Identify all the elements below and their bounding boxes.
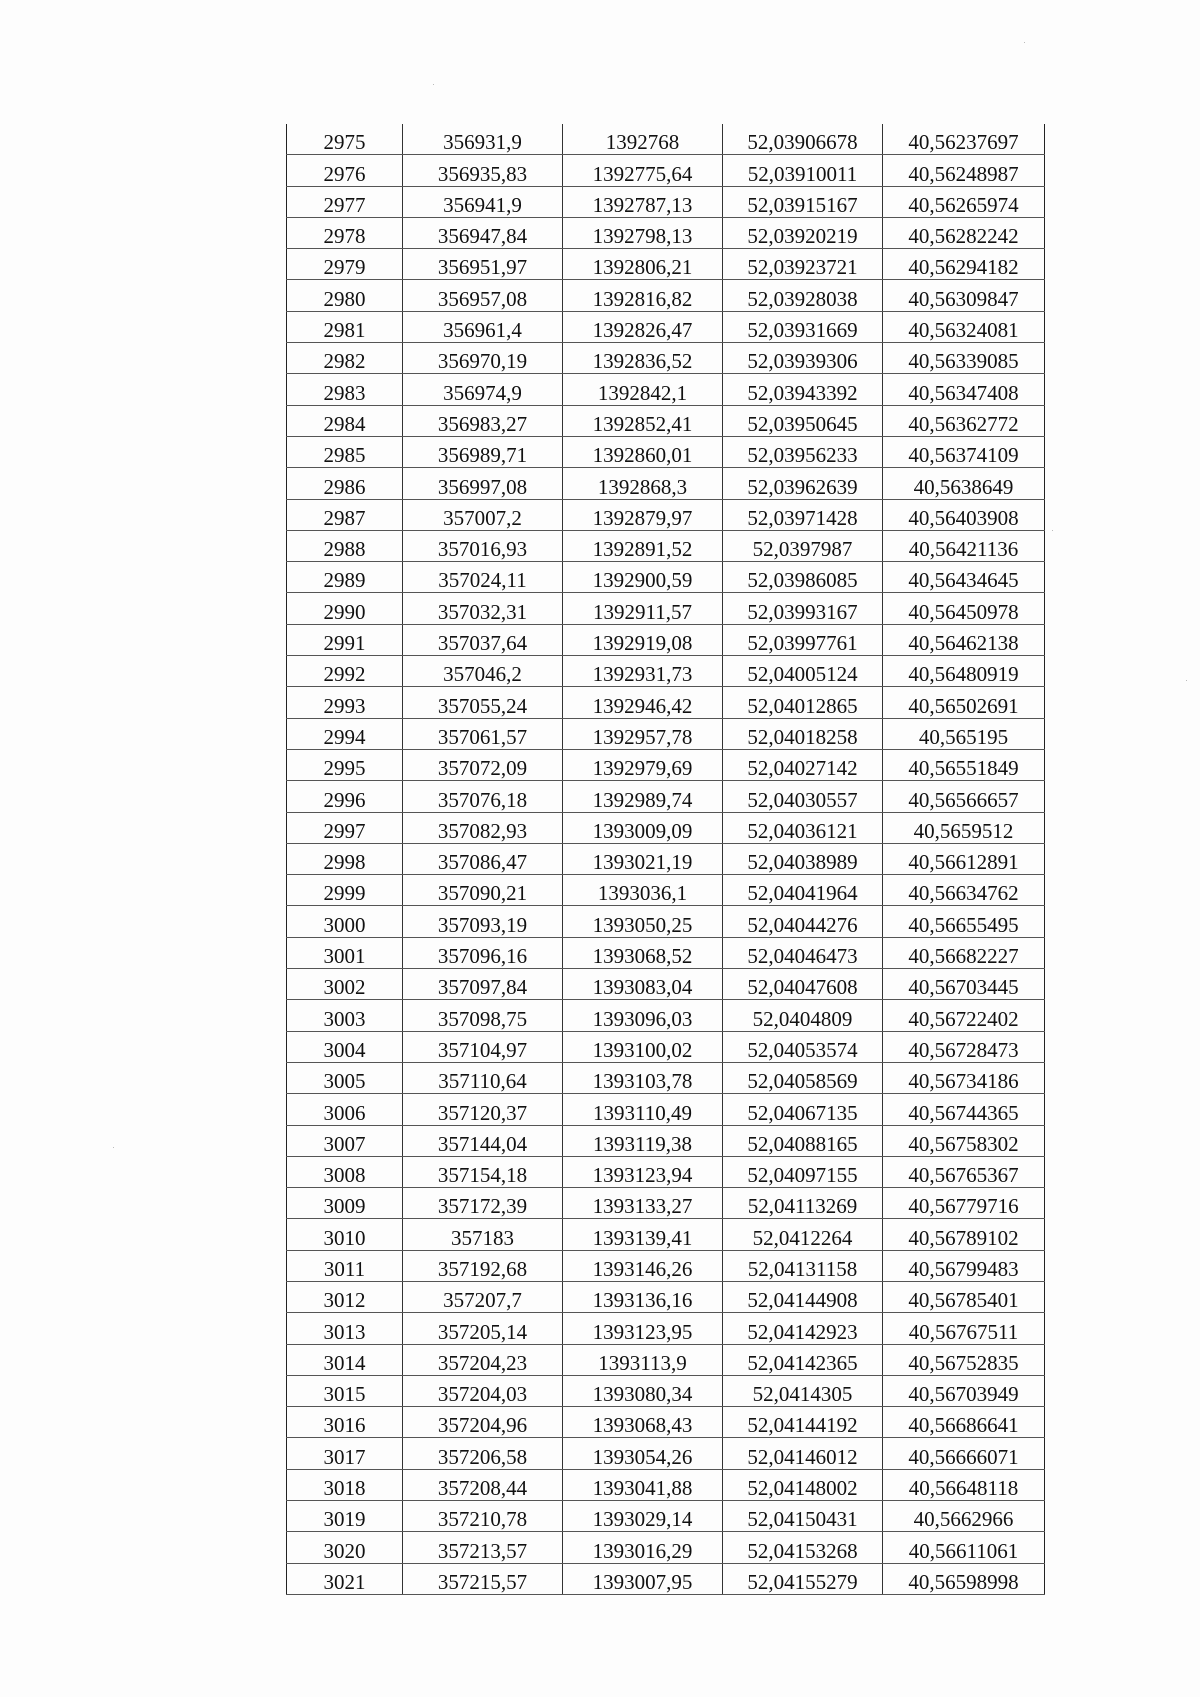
latitude-cell: 52,04041964 — [723, 875, 883, 906]
table-row — [287, 124, 1045, 155]
longitude-cell: 40,56294182 — [883, 249, 1045, 280]
x-coordinate-cell: 357172,39 — [403, 1188, 563, 1219]
table-row — [287, 906, 1045, 937]
point-number-cell: 2994 — [287, 718, 403, 749]
table-row — [287, 937, 1045, 968]
y-coordinate-cell: 1392787,13 — [563, 186, 723, 217]
y-coordinate-cell: 1392900,59 — [563, 562, 723, 593]
point-number-cell: 3001 — [287, 937, 403, 968]
latitude-cell: 52,03950645 — [723, 405, 883, 436]
longitude-cell: 40,56339085 — [883, 343, 1045, 374]
longitude-cell: 40,56785401 — [883, 1281, 1045, 1312]
longitude-cell: 40,56612891 — [883, 843, 1045, 874]
latitude-cell: 52,03910011 — [723, 155, 883, 186]
latitude-cell: 52,03923721 — [723, 249, 883, 280]
x-coordinate-cell: 356970,19 — [403, 343, 563, 374]
latitude-cell: 52,04131158 — [723, 1250, 883, 1281]
scan-speck — [433, 84, 434, 85]
y-coordinate-cell: 1393068,52 — [563, 937, 723, 968]
longitude-cell: 40,5638649 — [883, 468, 1045, 499]
x-coordinate-cell: 357082,93 — [403, 812, 563, 843]
latitude-cell: 52,04053574 — [723, 1031, 883, 1062]
y-coordinate-cell: 1392775,64 — [563, 155, 723, 186]
latitude-cell: 52,03920219 — [723, 217, 883, 248]
longitude-cell: 40,56282242 — [883, 217, 1045, 248]
longitude-cell: 40,56324081 — [883, 311, 1045, 342]
point-number-cell: 2987 — [287, 499, 403, 530]
latitude-cell: 52,0404809 — [723, 1000, 883, 1031]
point-number-cell: 2999 — [287, 875, 403, 906]
x-coordinate-cell: 357072,09 — [403, 749, 563, 780]
x-coordinate-cell: 357207,7 — [403, 1281, 563, 1312]
y-coordinate-cell: 1392957,78 — [563, 718, 723, 749]
x-coordinate-cell: 357192,68 — [403, 1250, 563, 1281]
table-row — [287, 1313, 1045, 1344]
x-coordinate-cell: 357204,23 — [403, 1344, 563, 1375]
longitude-cell: 40,56799483 — [883, 1250, 1045, 1281]
point-number-cell: 3019 — [287, 1501, 403, 1532]
y-coordinate-cell: 1392989,74 — [563, 781, 723, 812]
point-number-cell: 3014 — [287, 1344, 403, 1375]
latitude-cell: 52,04144192 — [723, 1407, 883, 1438]
table-row — [287, 1062, 1045, 1093]
point-number-cell: 2978 — [287, 217, 403, 248]
y-coordinate-cell: 1393123,95 — [563, 1313, 723, 1344]
point-number-cell: 2991 — [287, 624, 403, 655]
longitude-cell: 40,56703949 — [883, 1375, 1045, 1406]
x-coordinate-cell: 357215,57 — [403, 1563, 563, 1594]
y-coordinate-cell: 1393007,95 — [563, 1563, 723, 1594]
y-coordinate-cell: 1393103,78 — [563, 1062, 723, 1093]
table-row — [287, 249, 1045, 280]
y-coordinate-cell: 1392891,52 — [563, 530, 723, 561]
x-coordinate-cell: 356931,9 — [403, 124, 563, 155]
y-coordinate-cell: 1392879,97 — [563, 499, 723, 530]
point-number-cell: 3004 — [287, 1031, 403, 1062]
y-coordinate-cell: 1392816,82 — [563, 280, 723, 311]
longitude-cell: 40,56403908 — [883, 499, 1045, 530]
table-row — [287, 186, 1045, 217]
x-coordinate-cell: 357205,14 — [403, 1313, 563, 1344]
longitude-cell: 40,565195 — [883, 718, 1045, 749]
point-number-cell: 3005 — [287, 1062, 403, 1093]
table-row — [287, 1156, 1045, 1187]
longitude-cell: 40,56566657 — [883, 781, 1045, 812]
x-coordinate-cell: 357098,75 — [403, 1000, 563, 1031]
x-coordinate-cell: 357024,11 — [403, 562, 563, 593]
longitude-cell: 40,56421136 — [883, 530, 1045, 561]
y-coordinate-cell: 1392806,21 — [563, 249, 723, 280]
point-number-cell: 2996 — [287, 781, 403, 812]
table-row — [287, 1532, 1045, 1563]
table-row — [287, 1188, 1045, 1219]
table-row — [287, 499, 1045, 530]
longitude-cell: 40,56728473 — [883, 1031, 1045, 1062]
y-coordinate-cell: 1392868,3 — [563, 468, 723, 499]
latitude-cell: 52,04088165 — [723, 1125, 883, 1156]
point-number-cell: 3000 — [287, 906, 403, 937]
y-coordinate-cell: 1392979,69 — [563, 749, 723, 780]
y-coordinate-cell: 1393050,25 — [563, 906, 723, 937]
latitude-cell: 52,04150431 — [723, 1501, 883, 1532]
longitude-cell: 40,56347408 — [883, 374, 1045, 405]
x-coordinate-cell: 357120,37 — [403, 1094, 563, 1125]
longitude-cell: 40,56765367 — [883, 1156, 1045, 1187]
scan-speck — [113, 1147, 114, 1148]
y-coordinate-cell: 1393041,88 — [563, 1469, 723, 1500]
point-number-cell: 3006 — [287, 1094, 403, 1125]
longitude-cell: 40,56237697 — [883, 124, 1045, 155]
y-coordinate-cell: 1393054,26 — [563, 1438, 723, 1469]
y-coordinate-cell: 1392931,73 — [563, 656, 723, 687]
longitude-cell: 40,56686641 — [883, 1407, 1045, 1438]
table-row — [287, 718, 1045, 749]
y-coordinate-cell: 1393133,27 — [563, 1188, 723, 1219]
longitude-cell: 40,56502691 — [883, 687, 1045, 718]
latitude-cell: 52,03931669 — [723, 311, 883, 342]
longitude-cell: 40,56734186 — [883, 1062, 1045, 1093]
point-number-cell: 2982 — [287, 343, 403, 374]
y-coordinate-cell: 1392911,57 — [563, 593, 723, 624]
x-coordinate-cell: 357037,64 — [403, 624, 563, 655]
scan-speck — [1052, 530, 1053, 531]
point-number-cell: 2975 — [287, 124, 403, 155]
latitude-cell: 52,04153268 — [723, 1532, 883, 1563]
longitude-cell: 40,56655495 — [883, 906, 1045, 937]
x-coordinate-cell: 357206,58 — [403, 1438, 563, 1469]
point-number-cell: 2986 — [287, 468, 403, 499]
scan-speck — [1186, 680, 1187, 681]
latitude-cell: 52,04012865 — [723, 687, 883, 718]
table-row — [287, 1219, 1045, 1250]
y-coordinate-cell: 1393123,94 — [563, 1156, 723, 1187]
table-row — [287, 1375, 1045, 1406]
table-row — [287, 155, 1045, 186]
longitude-cell: 40,56462138 — [883, 624, 1045, 655]
latitude-cell: 52,03915167 — [723, 186, 883, 217]
latitude-cell: 52,03943392 — [723, 374, 883, 405]
longitude-cell: 40,56789102 — [883, 1219, 1045, 1250]
point-number-cell: 2981 — [287, 311, 403, 342]
table-row — [287, 875, 1045, 906]
point-number-cell: 3016 — [287, 1407, 403, 1438]
y-coordinate-cell: 1393136,16 — [563, 1281, 723, 1312]
y-coordinate-cell: 1393146,26 — [563, 1250, 723, 1281]
longitude-cell: 40,56434645 — [883, 562, 1045, 593]
point-number-cell: 2998 — [287, 843, 403, 874]
table-row — [287, 1563, 1045, 1594]
y-coordinate-cell: 1392768 — [563, 124, 723, 155]
point-number-cell: 2988 — [287, 530, 403, 561]
table-row — [287, 1094, 1045, 1125]
y-coordinate-cell: 1392798,13 — [563, 217, 723, 248]
y-coordinate-cell: 1392946,42 — [563, 687, 723, 718]
latitude-cell: 52,04036121 — [723, 812, 883, 843]
y-coordinate-cell: 1393068,43 — [563, 1407, 723, 1438]
point-number-cell: 3018 — [287, 1469, 403, 1500]
table-row — [287, 1501, 1045, 1532]
latitude-cell: 52,03939306 — [723, 343, 883, 374]
latitude-cell: 52,04058569 — [723, 1062, 883, 1093]
longitude-cell: 40,5662966 — [883, 1501, 1045, 1532]
table-row — [287, 624, 1045, 655]
point-number-cell: 3008 — [287, 1156, 403, 1187]
x-coordinate-cell: 356935,83 — [403, 155, 563, 186]
latitude-cell: 52,0412264 — [723, 1219, 883, 1250]
x-coordinate-cell: 356983,27 — [403, 405, 563, 436]
table-row — [287, 468, 1045, 499]
table-row — [287, 969, 1045, 1000]
latitude-cell: 52,04142365 — [723, 1344, 883, 1375]
y-coordinate-cell: 1393080,34 — [563, 1375, 723, 1406]
table-row — [287, 656, 1045, 687]
latitude-cell: 52,04144908 — [723, 1281, 883, 1312]
table-row — [287, 343, 1045, 374]
point-number-cell: 3017 — [287, 1438, 403, 1469]
latitude-cell: 52,04018258 — [723, 718, 883, 749]
latitude-cell: 52,04113269 — [723, 1188, 883, 1219]
latitude-cell: 52,03962639 — [723, 468, 883, 499]
y-coordinate-cell: 1393016,29 — [563, 1532, 723, 1563]
latitude-cell: 52,03971428 — [723, 499, 883, 530]
longitude-cell: 40,56682227 — [883, 937, 1045, 968]
point-number-cell: 2990 — [287, 593, 403, 624]
latitude-cell: 52,04155279 — [723, 1563, 883, 1594]
table-row — [287, 374, 1045, 405]
longitude-cell: 40,56634762 — [883, 875, 1045, 906]
x-coordinate-cell: 357110,64 — [403, 1062, 563, 1093]
x-coordinate-cell: 356947,84 — [403, 217, 563, 248]
latitude-cell: 52,04067135 — [723, 1094, 883, 1125]
x-coordinate-cell: 357016,93 — [403, 530, 563, 561]
coordinates-table — [286, 124, 1045, 1595]
x-coordinate-cell: 357104,97 — [403, 1031, 563, 1062]
x-coordinate-cell: 357046,2 — [403, 656, 563, 687]
y-coordinate-cell: 1392826,47 — [563, 311, 723, 342]
y-coordinate-cell: 1392842,1 — [563, 374, 723, 405]
point-number-cell: 2993 — [287, 687, 403, 718]
point-number-cell: 3011 — [287, 1250, 403, 1281]
longitude-cell: 40,56648118 — [883, 1469, 1045, 1500]
latitude-cell: 52,04030557 — [723, 781, 883, 812]
latitude-cell: 52,03906678 — [723, 124, 883, 155]
table-row — [287, 311, 1045, 342]
x-coordinate-cell: 357213,57 — [403, 1532, 563, 1563]
y-coordinate-cell: 1393096,03 — [563, 1000, 723, 1031]
x-coordinate-cell: 357096,16 — [403, 937, 563, 968]
x-coordinate-cell: 356961,4 — [403, 311, 563, 342]
x-coordinate-cell: 357210,78 — [403, 1501, 563, 1532]
table-row — [287, 217, 1045, 248]
point-number-cell: 2983 — [287, 374, 403, 405]
x-coordinate-cell: 357086,47 — [403, 843, 563, 874]
y-coordinate-cell: 1392836,52 — [563, 343, 723, 374]
x-coordinate-cell: 357007,2 — [403, 499, 563, 530]
latitude-cell: 52,04046473 — [723, 937, 883, 968]
latitude-cell: 52,0414305 — [723, 1375, 883, 1406]
y-coordinate-cell: 1393036,1 — [563, 875, 723, 906]
x-coordinate-cell: 356941,9 — [403, 186, 563, 217]
table-row — [287, 1469, 1045, 1500]
point-number-cell: 2979 — [287, 249, 403, 280]
longitude-cell: 40,5659512 — [883, 812, 1045, 843]
x-coordinate-cell: 357097,84 — [403, 969, 563, 1000]
scan-speck — [1024, 42, 1025, 43]
table-row — [287, 843, 1045, 874]
x-coordinate-cell: 357055,24 — [403, 687, 563, 718]
table-row — [287, 1000, 1045, 1031]
table-row — [287, 530, 1045, 561]
x-coordinate-cell: 357090,21 — [403, 875, 563, 906]
longitude-cell: 40,56450978 — [883, 593, 1045, 624]
table-row — [287, 1344, 1045, 1375]
x-coordinate-cell: 356957,08 — [403, 280, 563, 311]
table-row — [287, 405, 1045, 436]
y-coordinate-cell: 1392852,41 — [563, 405, 723, 436]
x-coordinate-cell: 357183 — [403, 1219, 563, 1250]
point-number-cell: 2977 — [287, 186, 403, 217]
point-number-cell: 3009 — [287, 1188, 403, 1219]
point-number-cell: 2984 — [287, 405, 403, 436]
table-row — [287, 562, 1045, 593]
point-number-cell: 3012 — [287, 1281, 403, 1312]
longitude-cell: 40,56309847 — [883, 280, 1045, 311]
table-row — [287, 812, 1045, 843]
point-number-cell: 3013 — [287, 1313, 403, 1344]
latitude-cell: 52,04148002 — [723, 1469, 883, 1500]
latitude-cell: 52,04097155 — [723, 1156, 883, 1187]
point-number-cell: 3002 — [287, 969, 403, 1000]
latitude-cell: 52,0397987 — [723, 530, 883, 561]
latitude-cell: 52,03997761 — [723, 624, 883, 655]
y-coordinate-cell: 1393009,09 — [563, 812, 723, 843]
x-coordinate-cell: 357204,96 — [403, 1407, 563, 1438]
longitude-cell: 40,56666071 — [883, 1438, 1045, 1469]
latitude-cell: 52,03928038 — [723, 280, 883, 311]
x-coordinate-cell: 356989,71 — [403, 436, 563, 467]
y-coordinate-cell: 1393139,41 — [563, 1219, 723, 1250]
longitude-cell: 40,56374109 — [883, 436, 1045, 467]
point-number-cell: 2980 — [287, 280, 403, 311]
latitude-cell: 52,04027142 — [723, 749, 883, 780]
longitude-cell: 40,56767511 — [883, 1313, 1045, 1344]
latitude-cell: 52,04038989 — [723, 843, 883, 874]
point-number-cell: 3010 — [287, 1219, 403, 1250]
x-coordinate-cell: 357204,03 — [403, 1375, 563, 1406]
table-row — [287, 1031, 1045, 1062]
table-row — [287, 1250, 1045, 1281]
table-row — [287, 1438, 1045, 1469]
x-coordinate-cell: 357208,44 — [403, 1469, 563, 1500]
longitude-cell: 40,56265974 — [883, 186, 1045, 217]
table-row — [287, 436, 1045, 467]
x-coordinate-cell: 357032,31 — [403, 593, 563, 624]
longitude-cell: 40,56752835 — [883, 1344, 1045, 1375]
table-row — [287, 593, 1045, 624]
point-number-cell: 3003 — [287, 1000, 403, 1031]
point-number-cell: 2985 — [287, 436, 403, 467]
x-coordinate-cell: 357076,18 — [403, 781, 563, 812]
y-coordinate-cell: 1392919,08 — [563, 624, 723, 655]
x-coordinate-cell: 357154,18 — [403, 1156, 563, 1187]
latitude-cell: 52,03956233 — [723, 436, 883, 467]
point-number-cell: 2995 — [287, 749, 403, 780]
table-row — [287, 687, 1045, 718]
longitude-cell: 40,56598998 — [883, 1563, 1045, 1594]
longitude-cell: 40,56551849 — [883, 749, 1045, 780]
table-row — [287, 280, 1045, 311]
y-coordinate-cell: 1393113,9 — [563, 1344, 723, 1375]
table-row — [287, 1407, 1045, 1438]
y-coordinate-cell: 1393110,49 — [563, 1094, 723, 1125]
latitude-cell: 52,04005124 — [723, 656, 883, 687]
latitude-cell: 52,04047608 — [723, 969, 883, 1000]
longitude-cell: 40,56779716 — [883, 1188, 1045, 1219]
longitude-cell: 40,56480919 — [883, 656, 1045, 687]
point-number-cell: 3007 — [287, 1125, 403, 1156]
point-number-cell: 3021 — [287, 1563, 403, 1594]
point-number-cell: 2976 — [287, 155, 403, 186]
latitude-cell: 52,03986085 — [723, 562, 883, 593]
x-coordinate-cell: 356974,9 — [403, 374, 563, 405]
table-row — [287, 781, 1045, 812]
latitude-cell: 52,04044276 — [723, 906, 883, 937]
x-coordinate-cell: 357144,04 — [403, 1125, 563, 1156]
longitude-cell: 40,56703445 — [883, 969, 1045, 1000]
latitude-cell: 52,04142923 — [723, 1313, 883, 1344]
longitude-cell: 40,56722402 — [883, 1000, 1045, 1031]
table-row — [287, 749, 1045, 780]
latitude-cell: 52,04146012 — [723, 1438, 883, 1469]
point-number-cell: 3015 — [287, 1375, 403, 1406]
longitude-cell: 40,56248987 — [883, 155, 1045, 186]
table-row — [287, 1281, 1045, 1312]
point-number-cell: 2992 — [287, 656, 403, 687]
longitude-cell: 40,56362772 — [883, 405, 1045, 436]
table-row — [287, 1125, 1045, 1156]
x-coordinate-cell: 357093,19 — [403, 906, 563, 937]
longitude-cell: 40,56744365 — [883, 1094, 1045, 1125]
y-coordinate-cell: 1393119,38 — [563, 1125, 723, 1156]
y-coordinate-cell: 1393083,04 — [563, 969, 723, 1000]
x-coordinate-cell: 356997,08 — [403, 468, 563, 499]
latitude-cell: 52,03993167 — [723, 593, 883, 624]
y-coordinate-cell: 1393100,02 — [563, 1031, 723, 1062]
longitude-cell: 40,56611061 — [883, 1532, 1045, 1563]
x-coordinate-cell: 356951,97 — [403, 249, 563, 280]
x-coordinate-cell: 357061,57 — [403, 718, 563, 749]
y-coordinate-cell: 1393021,19 — [563, 843, 723, 874]
point-number-cell: 3020 — [287, 1532, 403, 1563]
point-number-cell: 2989 — [287, 562, 403, 593]
point-number-cell: 2997 — [287, 812, 403, 843]
coordinates-table-body — [287, 124, 1045, 1594]
y-coordinate-cell: 1393029,14 — [563, 1501, 723, 1532]
longitude-cell: 40,56758302 — [883, 1125, 1045, 1156]
y-coordinate-cell: 1392860,01 — [563, 436, 723, 467]
